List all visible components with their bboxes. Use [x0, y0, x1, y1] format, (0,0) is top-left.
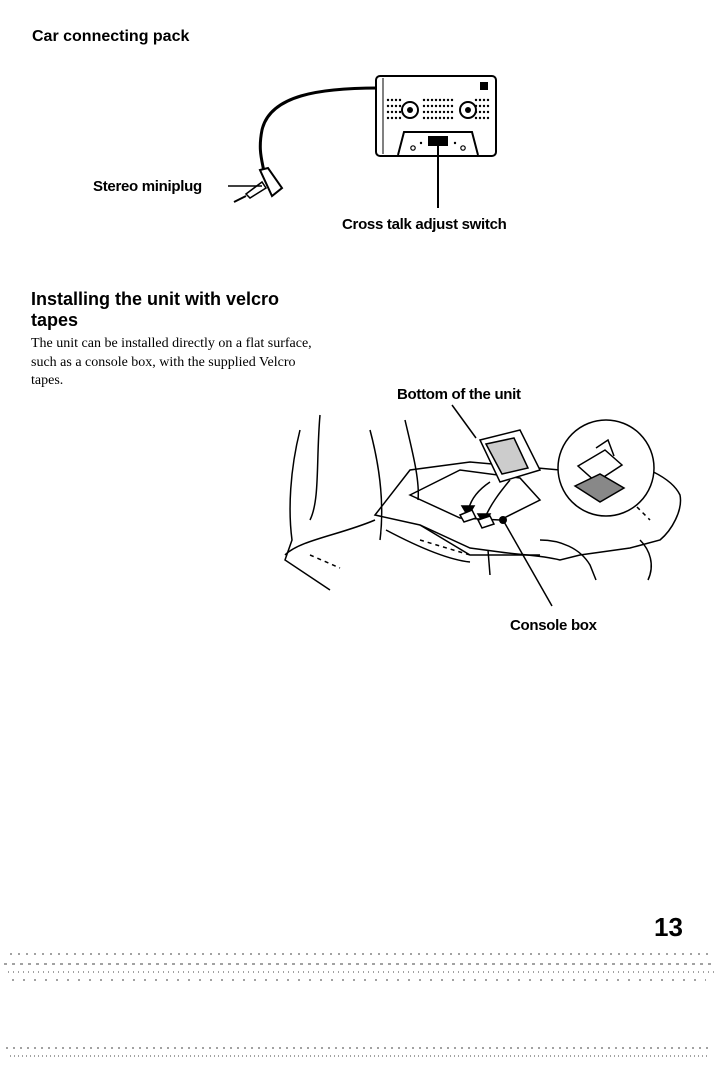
- scan-noise-band-top: [0, 950, 719, 990]
- section-title: Car connecting pack: [32, 28, 190, 45]
- stereo-miniplug-label: Stereo miniplug: [93, 178, 202, 195]
- install-section-title: Installing the unit with velcro tapes: [31, 289, 280, 330]
- console-box-label: Console box: [510, 617, 597, 634]
- cross-talk-switch-label: Cross talk adjust switch: [342, 216, 507, 233]
- install-section-body: The unit can be installed directly on a flat surface, such as a console box, with the supplied Velcro tapes.: [31, 336, 312, 388]
- page-number: 13: [654, 912, 683, 942]
- bottom-of-unit-label: Bottom of the unit: [397, 386, 521, 403]
- scan-noise-band-bottom: [0, 1044, 719, 1064]
